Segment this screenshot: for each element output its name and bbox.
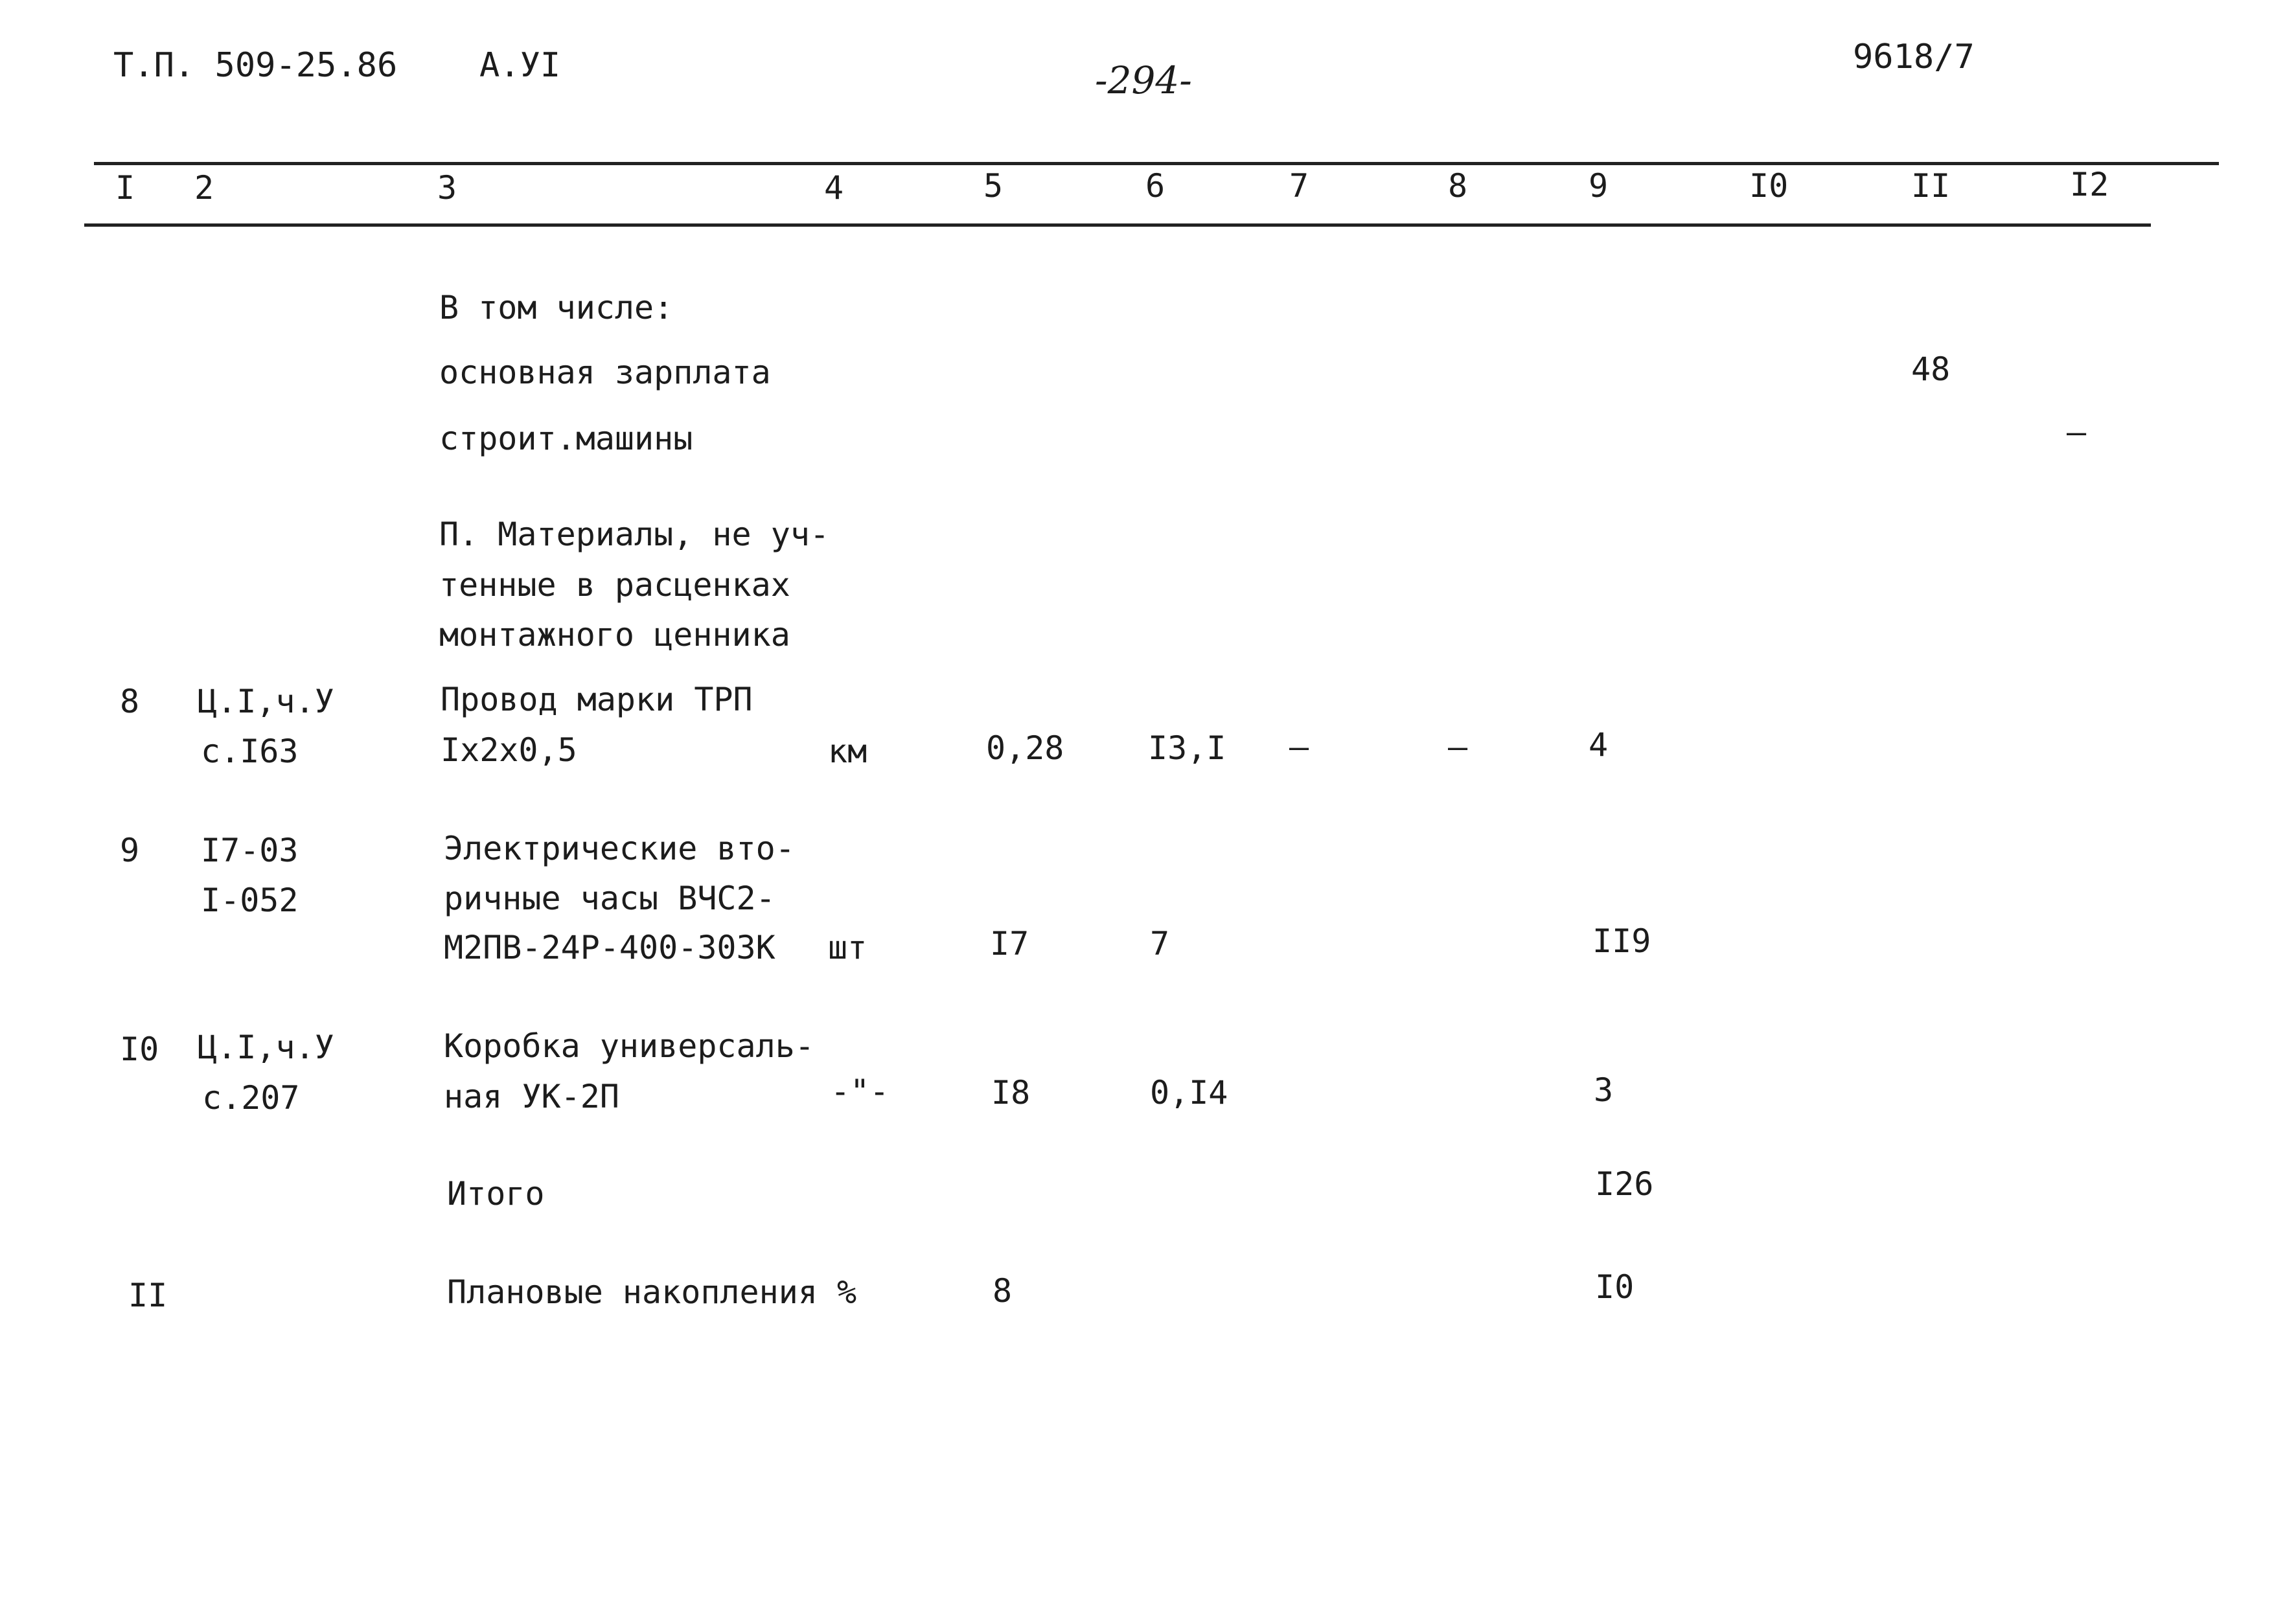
- album-number: А.УI: [479, 46, 561, 85]
- breakdown-intro: В том числе:: [439, 289, 674, 326]
- row-reference: Ц.I,ч.У: [198, 1029, 334, 1066]
- row-number: 9: [120, 832, 140, 869]
- row-reference: с.207: [202, 1079, 300, 1117]
- row-price: 0,I4: [1150, 1074, 1228, 1111]
- section-ii-line-1: П. Материалы, не уч-: [439, 516, 830, 553]
- column-header-2: 2: [194, 169, 214, 207]
- planned-col5: 8: [993, 1272, 1013, 1310]
- column-header-1: I: [115, 169, 135, 207]
- column-header-8: 8: [1448, 167, 1468, 205]
- row-name: Провод марки ТРП: [441, 681, 753, 718]
- breakdown-wages-label: основная зарплата: [439, 354, 771, 391]
- total-label: Итого: [447, 1175, 545, 1213]
- row-name: Iх2х0,5: [441, 731, 577, 769]
- inventory-number: 9618/7: [1853, 38, 1975, 76]
- row-number: 8: [120, 683, 140, 720]
- breakdown-machines-value: –: [2067, 413, 2087, 451]
- row-name: Коробка универсаль-: [444, 1027, 814, 1065]
- row-quantity: I8: [991, 1074, 1031, 1111]
- row-col8: –: [1448, 728, 1468, 766]
- column-header-11: II: [1911, 167, 1951, 205]
- row-price: I3,I: [1148, 729, 1226, 767]
- row-quantity: 0,28: [986, 729, 1064, 767]
- planned-label: Плановые накопления %: [447, 1273, 857, 1311]
- section-ii-line-2: тенные в расценках: [439, 566, 790, 604]
- table-header-bottom-rule: [84, 223, 2151, 227]
- column-header-12: I2: [2070, 166, 2109, 203]
- row-name: ная УК-2П: [444, 1078, 619, 1115]
- section-ii-line-3: монтажного ценника: [439, 616, 790, 654]
- breakdown-wages-value: 48: [1911, 350, 1951, 388]
- row-reference: с.I63: [201, 733, 299, 770]
- row-col9: 4: [1589, 726, 1609, 764]
- row-price: 7: [1150, 925, 1170, 963]
- total-col9: I26: [1595, 1165, 1654, 1203]
- row-name: Электрические вто-: [444, 830, 795, 867]
- breakdown-machines-label: строит.машины: [439, 420, 693, 457]
- document-code: Т.П. 509-25.86: [113, 46, 398, 85]
- page-number: -294-: [1095, 58, 1192, 102]
- planned-col9: I0: [1595, 1268, 1635, 1306]
- planned-number: II: [128, 1277, 168, 1314]
- row-unit: шт: [828, 929, 867, 966]
- row-col9: II9: [1592, 922, 1651, 960]
- column-header-3: 3: [437, 169, 457, 207]
- row-reference: Ц.I,ч.У: [198, 683, 334, 720]
- row-unit: км: [828, 733, 867, 770]
- row-reference: I7-03: [201, 832, 299, 869]
- table-top-rule: [94, 162, 2219, 165]
- column-header-7: 7: [1289, 167, 1309, 205]
- row-number: I0: [120, 1031, 159, 1068]
- column-header-9: 9: [1589, 167, 1609, 205]
- column-header-6: 6: [1145, 167, 1165, 205]
- row-reference: I-052: [201, 882, 299, 919]
- row-col7: –: [1289, 728, 1309, 766]
- row-name: М2ПВ-24Р-400-303К: [444, 929, 775, 966]
- row-col9: 3: [1594, 1071, 1614, 1109]
- row-name: ричные часы ВЧС2-: [444, 880, 775, 917]
- column-header-4: 4: [824, 169, 844, 207]
- column-header-10: I0: [1749, 167, 1789, 205]
- row-quantity: I7: [990, 925, 1029, 963]
- row-unit: -"-: [831, 1073, 890, 1110]
- column-header-5: 5: [983, 167, 1004, 205]
